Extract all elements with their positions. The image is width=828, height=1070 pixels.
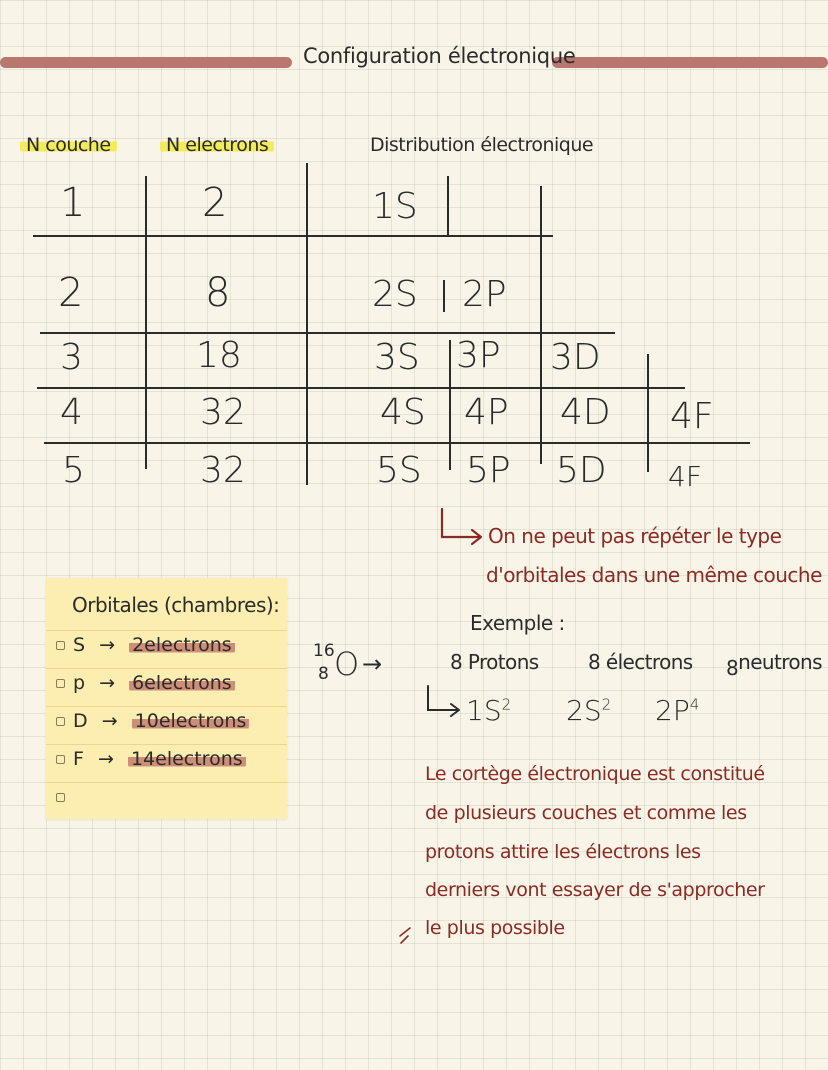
isotope-atomic: 8 (318, 664, 329, 684)
row5-orbital-2: 5P (466, 450, 511, 491)
sticky-item-s: S → 2electrons (56, 634, 235, 656)
arrow-right-icon: → (99, 672, 116, 694)
row3-orbital-2: 3P (456, 335, 501, 376)
header-couche: N couche (20, 134, 117, 156)
neutrons-count: 8neutrons (726, 650, 822, 680)
row3-orbital-3: 3D (550, 337, 601, 378)
header-distribution: Distribution électronique (370, 134, 594, 156)
arrow-right-icon: → (362, 650, 383, 678)
config-2s: $2S^2$ (566, 694, 612, 727)
checkbox[interactable] (56, 793, 65, 802)
table-vline-4 (540, 186, 542, 464)
arrow-right-icon: → (101, 710, 118, 732)
example-label: Exemple : (470, 611, 565, 635)
paragraph-line-4: derniers vont essayer de s'approcher (425, 879, 765, 901)
table-vline-5 (647, 354, 649, 472)
row2-orbital-2: 2P (462, 274, 507, 315)
row5-orbital-4: 4F (668, 460, 702, 493)
table-hline-4 (44, 442, 750, 444)
sticky-item-f: F → 14electrons (56, 748, 246, 770)
checkbox[interactable] (56, 717, 65, 726)
isotope-symbol: O (334, 645, 360, 683)
config-2p: $2P^4$ (655, 694, 700, 727)
arrow-right-icon: → (99, 634, 116, 656)
title-bar-left (0, 57, 292, 68)
table-vline-1 (145, 176, 147, 469)
electrons-count: 8 électrons (588, 650, 693, 674)
protons-count: 8 Protons (450, 650, 539, 674)
config-1s: $1S^2$ (466, 694, 512, 727)
row2-orbital-1: 2S (372, 274, 418, 315)
row5-electrons: 32 (200, 450, 246, 491)
row2-electrons: 8 (205, 270, 231, 316)
header-electrons: N electrons (160, 134, 274, 156)
table-hline-1 (33, 235, 553, 237)
page-title: Configuration électronique (303, 44, 576, 68)
table-hline-3 (37, 387, 685, 389)
row4-orbital-3: 4D (560, 392, 611, 433)
pen-mark-icon (396, 924, 416, 946)
checkbox[interactable] (56, 641, 65, 650)
table-vline-6 (443, 280, 445, 312)
hook-arrow-icon (436, 505, 486, 547)
isotope-mass: 16 (313, 641, 335, 661)
row4-orbital-2: 4P (464, 392, 509, 433)
row5-orbital-1: 5S (376, 450, 422, 491)
row4-electrons: 32 (200, 392, 246, 433)
row5-couche: 5 (62, 450, 85, 491)
table-vline-7 (449, 340, 451, 470)
table-hline-2 (40, 332, 615, 334)
checkbox[interactable] (56, 755, 65, 764)
sticky-note (46, 578, 287, 819)
hook-arrow-icon (424, 684, 464, 720)
row3-electrons: 18 (196, 335, 242, 376)
row5-orbital-3: 5D (556, 450, 607, 491)
table-vline-2 (306, 163, 308, 485)
row4-orbital-4: 4F (670, 396, 714, 437)
sticky-item-p: p → 6electrons (56, 672, 235, 694)
row4-couche: 4 (60, 392, 83, 433)
row1-electrons: 2 (202, 180, 228, 226)
paragraph-line-1: Le cortège électronique est constitué (425, 763, 765, 785)
paragraph-line-5: le plus possible (425, 917, 565, 939)
sticky-item-d: D → 10electrons (56, 710, 249, 732)
paragraph-line-2: de plusieurs couches et comme les (425, 802, 747, 824)
rule-line-2: d'orbitales dans une même couche (486, 563, 822, 587)
row3-orbital-1: 3S (374, 337, 420, 378)
title-bar-right (552, 57, 828, 68)
row2-couche: 2 (58, 270, 84, 316)
sticky-title: Orbitales (chambres): (72, 593, 280, 617)
row1-couche: 1 (60, 180, 86, 226)
table-vline-3 (447, 176, 449, 236)
checkbox[interactable] (56, 679, 65, 688)
row3-couche: 3 (60, 337, 83, 378)
row4-orbital-1: 4S (380, 392, 426, 433)
row1-orbital-1: 1S (372, 186, 418, 227)
paragraph-line-3: protons attire les électrons les (425, 841, 701, 863)
rule-line-1: On ne peut pas répéter le type (488, 524, 782, 548)
sticky-item-empty (56, 786, 73, 808)
arrow-right-icon: → (97, 748, 114, 770)
